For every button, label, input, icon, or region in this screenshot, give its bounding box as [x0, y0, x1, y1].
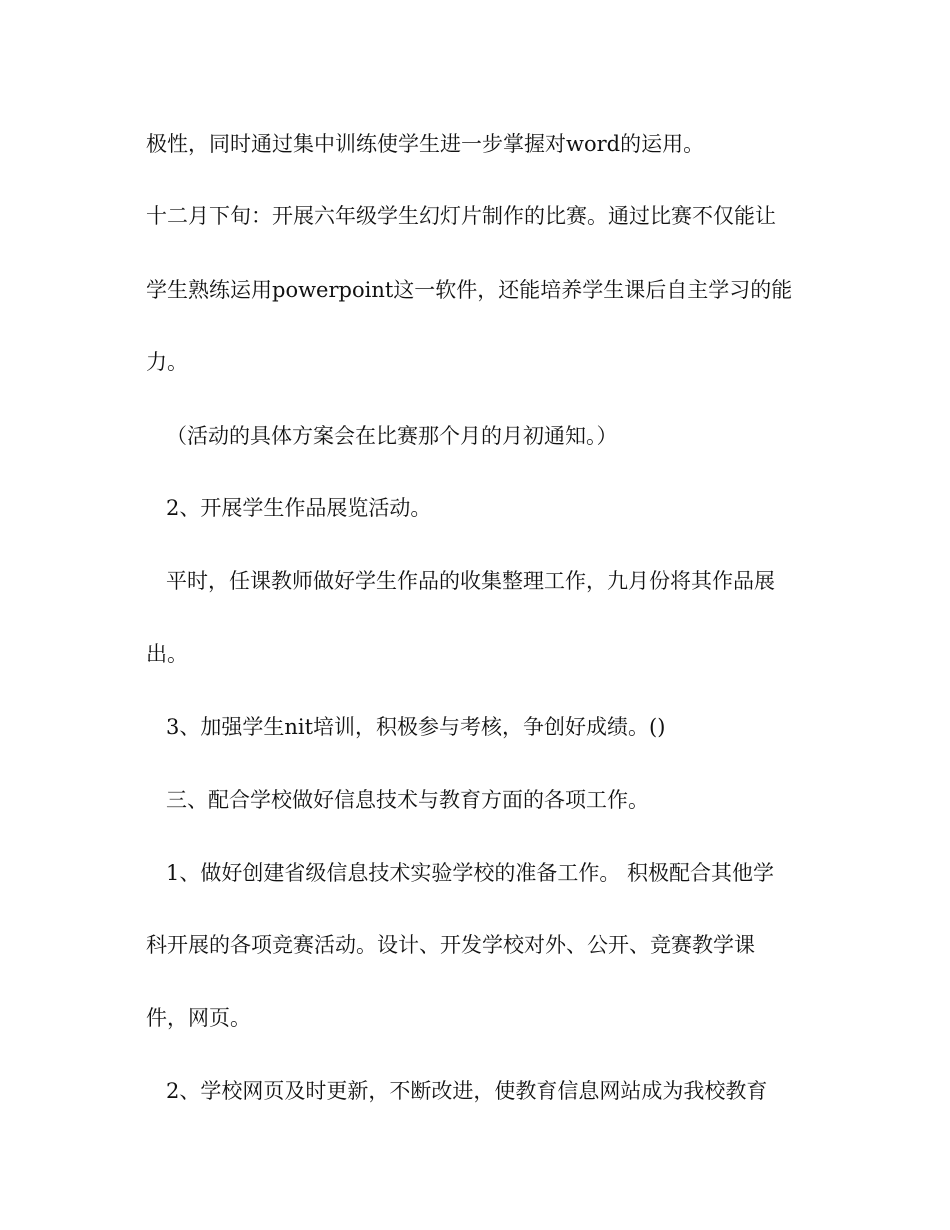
text-line: 2、开展学生作品展览活动。	[166, 496, 432, 520]
text-line: 2、学校网页及时更新，不断改进，使教育信息网站成为我校教育	[166, 1079, 768, 1103]
text-line: （活动的具体方案会在比赛那个月的月初通知。）	[166, 424, 618, 448]
text-line: 力。	[146, 350, 188, 374]
text-line: 极性，同时通过集中训练使学生进一步掌握对word的运用。	[146, 132, 705, 156]
text-line: 三、配合学校做好信息技术与教育方面的各项工作。	[166, 788, 649, 812]
text-line: 学生熟练运用powerpoint这一软件，还能培养学生课后自主学习的能	[146, 278, 793, 302]
text-line: 平时，任课教师做好学生作品的收集整理工作，九月份将其作品展	[166, 569, 775, 593]
text-line: 件，网页。	[146, 1006, 251, 1030]
text-line: 1、做好创建省级信息技术实验学校的准备工作。 积极配合其他学	[166, 861, 775, 885]
text-line: 十二月下旬：开展六年级学生幻灯片制作的比赛。通过比赛不仅能让	[146, 204, 776, 228]
text-line: 科开展的各项竞赛活动。设计、开发学校对外、公开、竞赛教学课	[146, 933, 755, 957]
text-line: 3、加强学生nit培训，积极参与考核，争创好成绩。()	[166, 715, 666, 739]
text-line: 出。	[146, 642, 188, 666]
